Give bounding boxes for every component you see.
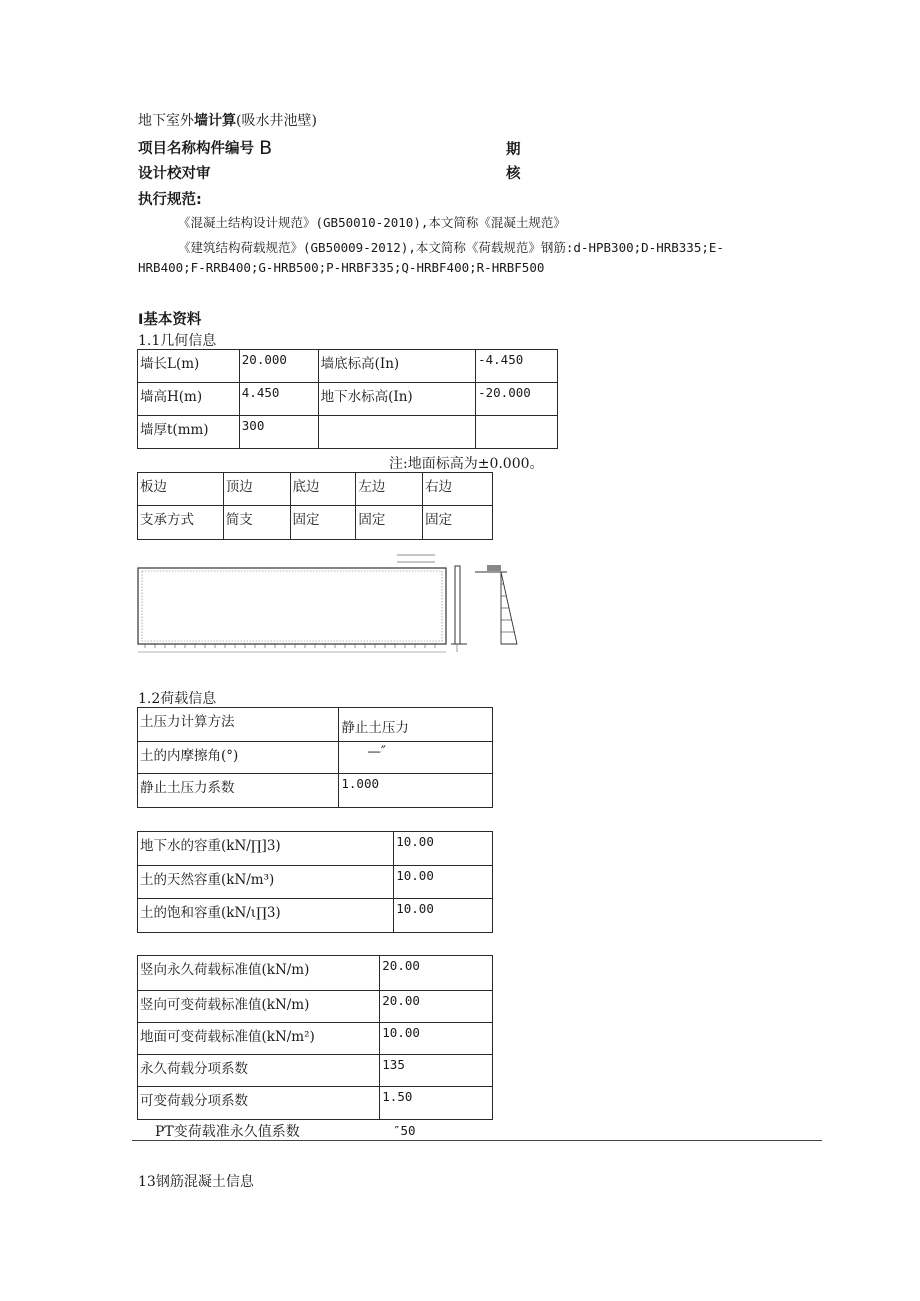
surface-load-block <box>487 565 501 571</box>
table-cell: 4.450 <box>239 383 318 416</box>
table-cell: 土压力计算方法 <box>138 708 339 742</box>
design-check-label: 设计校对审 <box>138 166 211 182</box>
table-cell: 10.00 <box>394 866 493 899</box>
table-row <box>138 991 493 1023</box>
table-row <box>138 506 493 540</box>
table-cell: 10.00 <box>394 832 493 866</box>
table-row <box>138 832 493 866</box>
quasi-permanent-value: ″50 <box>393 1123 416 1138</box>
table-cell: 右边 <box>423 473 493 506</box>
unit-weight-table <box>137 831 493 933</box>
table-row <box>138 866 493 899</box>
table-cell: 墙长L(m) <box>138 350 240 383</box>
project-info-row <box>138 136 272 158</box>
table-cell: 永久荷载分项系数 <box>138 1055 380 1087</box>
table-cell <box>318 416 475 449</box>
table-row <box>138 956 493 991</box>
project-name-label: 项目名称构件编号 <box>138 141 254 157</box>
table-cell: 地面可变荷载标准值(kN/m²) <box>138 1023 380 1055</box>
page-divider <box>132 1140 822 1141</box>
table-cell <box>476 416 558 449</box>
table-cell: 顶边 <box>223 473 290 506</box>
table-cell: 固定 <box>356 506 423 540</box>
table-cell: 墙高H(m) <box>138 383 240 416</box>
table-cell: 1.000 <box>339 774 493 808</box>
section-basic-info-heading: Ⅰ基本资料 <box>138 312 202 328</box>
table-cell: 1.50 <box>380 1087 493 1120</box>
table-cell: 20.00 <box>380 956 493 991</box>
table-cell: 土的饱和容重(kN/ι∏3) <box>138 899 394 933</box>
support-table <box>137 472 493 540</box>
load-subheading: 1.2荷载信息 <box>138 691 217 707</box>
table-row <box>138 742 493 774</box>
soil-pressure-table <box>137 707 493 808</box>
table-cell: 竖向可变荷载标准值(kN/m) <box>138 991 380 1023</box>
table-cell: -4.450 <box>476 350 558 383</box>
document-title <box>138 110 317 130</box>
load-value-table <box>137 955 493 1120</box>
table-row <box>138 774 493 808</box>
component-code: B <box>259 137 273 159</box>
spec-line-2: 《建筑结构荷载规范》(GB50009-2012),本文简称《荷载规范》钢筋:d-HPB300;D-HRB335;E- <box>178 240 724 255</box>
table-cell: 土的内摩擦角(°) <box>138 742 339 774</box>
title-prefix: 地下室外 <box>138 113 194 129</box>
table-cell: -20.000 <box>476 383 558 416</box>
title-suffix: (吸水井池壁) <box>236 113 317 129</box>
spec-heading: 执行规范: <box>138 192 202 208</box>
wall-elevation-outline <box>138 568 446 644</box>
table-cell: 墙厚t(mm) <box>138 416 240 449</box>
table-cell: 板边 <box>138 473 224 506</box>
table-cell: 20.000 <box>239 350 318 383</box>
table-row <box>138 1087 493 1120</box>
geometry-table <box>137 349 558 449</box>
quasi-permanent-label: PT变荷载准永久值系数 <box>155 1124 300 1140</box>
table-row <box>138 899 493 933</box>
table-cell: 135 <box>380 1055 493 1087</box>
table-cell: 竖向永久荷载标准值(kN/m) <box>138 956 380 991</box>
title-bold: 墙计算 <box>194 113 236 129</box>
approve-label: 核 <box>506 166 521 182</box>
period-label: 期 <box>506 142 521 158</box>
table-cell: 简支 <box>223 506 290 540</box>
table-row <box>138 1055 493 1087</box>
table-cell: 左边 <box>356 473 423 506</box>
table-row <box>138 416 558 449</box>
spec-line-1: 《混凝土结构设计规范》(GB50010-2010),本文简称《混凝土规范》 <box>178 215 566 230</box>
table-row <box>138 383 558 416</box>
table-row <box>138 473 493 506</box>
table-cell: 地下水的容重(kN/∏]3) <box>138 832 394 866</box>
table-cell: 静止土压力 <box>339 708 493 742</box>
table-row <box>138 1023 493 1055</box>
spec-line-3: HRB400;F-RRB400;G-HRB500;P-HRBF335;Q-HRBF400;R-HRBF500 <box>138 260 545 275</box>
table-cell: 支承方式 <box>138 506 224 540</box>
wall-section <box>455 566 460 644</box>
legend-marks <box>397 555 435 562</box>
rc-info-subheading: 13钢筋混凝土信息 <box>138 1174 254 1190</box>
geometry-subheading: 1.1几何信息 <box>138 333 217 349</box>
table-cell: 地下水标高(In) <box>318 383 475 416</box>
table-cell: 土的天然容重(kN/m³) <box>138 866 394 899</box>
table-row <box>138 708 493 742</box>
table-cell: 底边 <box>290 473 356 506</box>
wall-inner-dashed <box>142 571 442 641</box>
table-cell: 固定 <box>290 506 356 540</box>
table-row <box>138 350 558 383</box>
table-cell: 静止土压力系数 <box>138 774 339 808</box>
table-cell: 10.00 <box>394 899 493 933</box>
table-cell: 10.00 <box>380 1023 493 1055</box>
table-cell: 可变荷载分项系数 <box>138 1087 380 1120</box>
ground-elevation-note: 注:地面标高为±0.000。 <box>389 456 544 472</box>
table-cell: 20.00 <box>380 991 493 1023</box>
table-cell: 固定 <box>423 506 493 540</box>
wall-diagram <box>135 548 535 658</box>
table-cell: 墙底标高(In) <box>318 350 475 383</box>
table-cell: 300 <box>239 416 318 449</box>
table-cell: —″ <box>339 742 493 774</box>
